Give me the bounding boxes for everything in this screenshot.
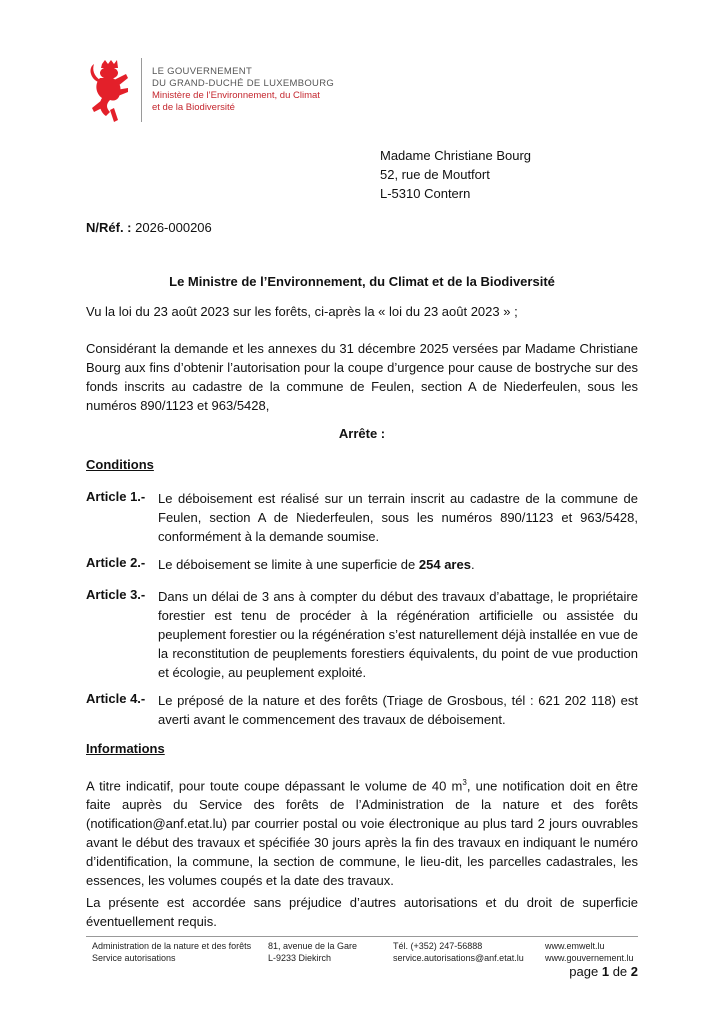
ministry-line-2: et de la Biodiversité — [152, 102, 235, 113]
page-total: 2 — [630, 964, 638, 979]
government-line-2: DU GRAND-DUCHÉ DE LUXEMBOURG — [152, 78, 335, 89]
article-2-text — [158, 555, 638, 574]
page-middle: de — [609, 964, 631, 979]
document-title: Le Ministre de l’Environnement, du Climat et de la Biodiversité — [169, 274, 555, 289]
considerant-paragraph: Considérant la demande et les annexes du 31 décembre 2025 versées par Madame Christiane Bourg aux fins d’obtenir l’autorisation pour la coupe d’urgence pour cause de bostryche sur des fonds inscrits au cadastre de la commune de Feulen, section A de Niederfeulen, sous les numéros 890/1123 et 963/5428, — [86, 341, 638, 413]
government-line-1: LE GOUVERNEMENT — [152, 66, 253, 77]
footer-col-contact — [393, 940, 524, 964]
article-2-label: Article 2.- — [86, 555, 146, 570]
article-2-area: 254 ares — [418, 557, 471, 572]
info-text-after: , une notification doit en être faite auprès du Service des forêts de l’Administration de la nature et des forêts (notification@anf.etat.lu) par courrier postal ou voie électronique au plus tard 2 jours ouvrables avant le début des travaux et spécifiée 30 jours après la fin des travaux en indiquant le numéro d’identification, la commune, la section de commune, le lieu-dit, les parcelles cadastrales, les essences, les volumes coupés et la date des travaux. — [86, 778, 638, 889]
info-text-before: A titre indicatif, pour toute coupe dépassant le volume de 40 m — [86, 778, 463, 794]
red-lion-icon — [88, 60, 132, 124]
page-current: 1 — [601, 964, 610, 979]
reference-value: 2026-000206 — [135, 220, 212, 235]
arrete-heading: Arrête : — [338, 426, 386, 441]
recipient-city: L-5310 Contern — [380, 186, 471, 201]
recipient-street: 52, rue de Moutfort — [380, 167, 490, 182]
page-number — [569, 964, 638, 979]
page-prefix: page — [569, 964, 602, 979]
article-3-text: Dans un délai de 3 ans à compter du début des travaux d’abattage, le propriétaire forestier est tenu de procéder à la régénération artificielle ou assistée du peuplement forestier ou la régénération s’est naturellement déjà installée en vue de la reconstitution de peuplements forestiers équivalents, du point de vue production et écologie, au peuplement exploité. — [158, 589, 638, 680]
footer-website-2: www.gouvernement.lu — [545, 953, 634, 963]
footer-col-address — [268, 940, 357, 964]
footer-phone: Tél. (+352) 247-56888 — [393, 941, 483, 951]
logo-divider — [141, 58, 142, 122]
article-4-text: Le préposé de la nature et des forêts (Triage de Grosbous, tél : 621 202 118) est averti avant le commencement des travaux de déboisement. — [158, 693, 638, 727]
footer-street: 81, avenue de la Gare — [268, 941, 358, 951]
information-paragraph-1 — [86, 773, 638, 890]
footer-email: service.autorisations@anf.etat.lu — [393, 953, 524, 963]
conditions-heading: Conditions — [86, 457, 154, 472]
ministry-line-1: Ministère de l’Environnement, du Climat — [152, 90, 320, 101]
government-header — [152, 66, 334, 114]
vu-paragraph: Vu la loi du 23 août 2023 sur les forêts, ci-après la « loi du 23 août 2023 » ; — [86, 304, 518, 319]
footer-city: L-9233 Diekirch — [268, 953, 332, 963]
article-2-text-before: Le déboisement se limite à une superficie de — [158, 557, 419, 572]
informations-heading: Informations — [86, 741, 165, 756]
reference-label: N/Réf. : — [86, 220, 132, 235]
footer-col-administration — [92, 940, 251, 964]
article-1-label: Article 1.- — [86, 489, 146, 504]
reference — [86, 220, 212, 235]
footer-col-web — [545, 940, 634, 964]
article-2-text-after: . — [470, 557, 475, 572]
footer-divider — [86, 936, 638, 937]
info-superscript: 3 — [462, 778, 467, 787]
recipient-address — [380, 146, 531, 203]
footer-admin-name: Administration de la nature et des forêts — [92, 941, 252, 951]
footer-service-name: Service autorisations — [92, 953, 176, 963]
footer-website-1: www.emwelt.lu — [545, 941, 605, 951]
recipient-name: Madame Christiane Bourg — [380, 148, 532, 163]
article-4-label: Article 4.- — [86, 691, 146, 706]
information-paragraph-2: La présente est accordée sans préjudice d’autres autorisations et du droit de superficie éventuellement requis. — [86, 895, 638, 929]
article-3-label: Article 3.- — [86, 587, 146, 602]
article-1-text: Le déboisement est réalisé sur un terrain inscrit au cadastre de la commune de Feulen, section A de Niederfeulen, sous les numéros 890/1123 et 963/5428, conformément à la demande soumise. — [158, 491, 638, 544]
